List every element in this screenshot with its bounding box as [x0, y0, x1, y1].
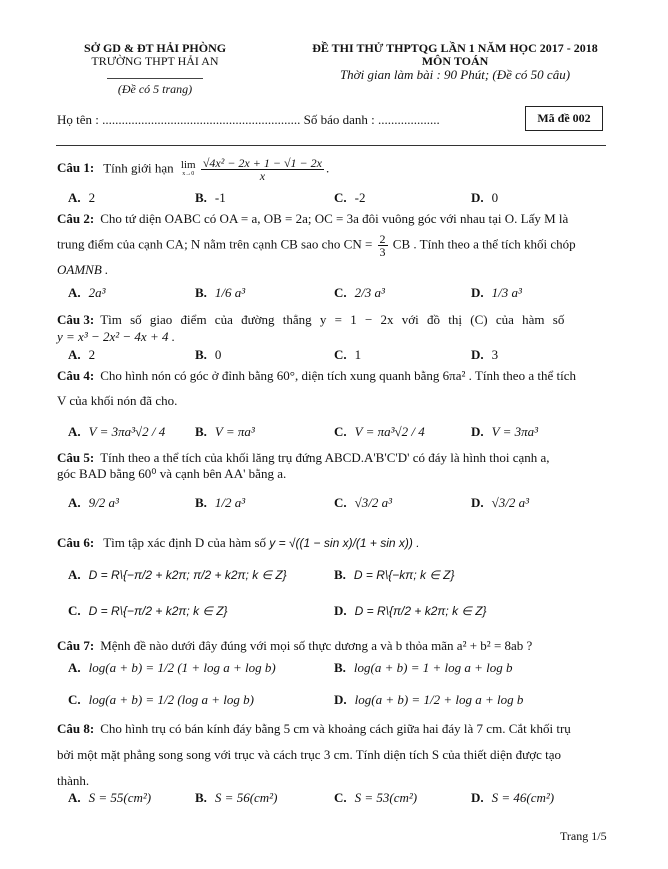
option-d[interactable] — [471, 495, 529, 511]
question-3 — [57, 311, 612, 345]
school-name: TRƯỜNG THPT HẢI AN — [91, 54, 219, 68]
department-name: SỞ GD & ĐT HẢI PHÒNG — [83, 41, 227, 55]
option-text: V = πa³√2 / 4 — [354, 424, 425, 439]
header-rule — [56, 145, 606, 146]
option-c[interactable] — [334, 495, 392, 511]
question-label: Câu 3: — [57, 312, 95, 327]
option-text: 1/3 a³ — [491, 285, 522, 300]
option-a[interactable] — [68, 285, 106, 301]
option-letter: C. — [334, 495, 347, 510]
question-text: Cho hình nón có góc ở đỉnh bằng 60°, diện tích xung quanh bằng 6πa² . Tính theo a thể tích — [100, 368, 576, 383]
option-letter: D. — [471, 285, 484, 300]
exam-time-note: Thời gian làm bài : 90 Phút; (Đề có 50 câu) — [339, 67, 571, 82]
option-letter: B. — [195, 424, 207, 439]
option-letter: D. — [471, 495, 484, 510]
option-text: 1/6 a³ — [214, 285, 246, 300]
limit-fraction — [201, 157, 324, 182]
option-b[interactable] — [195, 495, 245, 511]
option-text: 0 — [214, 347, 222, 362]
option-text: log(a + b) = 1/2 + log a + log b — [354, 692, 524, 707]
question-4 — [57, 363, 612, 413]
option-c[interactable] — [68, 692, 254, 708]
option-letter: A. — [68, 285, 81, 300]
option-text: 2 — [88, 347, 96, 362]
limit-operator — [180, 158, 196, 179]
option-letter: B. — [195, 347, 207, 362]
option-a[interactable] — [68, 190, 95, 206]
question-label: Câu 5: — [57, 450, 95, 465]
option-text: D = R\{−π/2 + k2π; π/2 + k2π; k ∈ Z} — [88, 568, 287, 582]
option-b[interactable] — [195, 190, 226, 206]
question-2-options — [68, 285, 608, 305]
question-5 — [57, 450, 612, 482]
option-d[interactable] — [471, 790, 554, 806]
option-text: log(a + b) = 1/2 (1 + log a + log b) — [88, 660, 276, 675]
option-letter: D. — [334, 692, 347, 707]
option-b[interactable] — [195, 424, 255, 440]
question-text: OAMNB . — [57, 262, 109, 277]
option-letter: C. — [334, 790, 347, 805]
option-text: D = R\{−kπ; k ∈ Z} — [353, 568, 455, 582]
option-d[interactable] — [471, 285, 522, 301]
option-c[interactable] — [334, 347, 361, 363]
option-letter: C. — [68, 692, 81, 707]
question-1-options — [68, 190, 608, 210]
option-text: D = R\{π/2 + k2π; k ∈ Z} — [354, 604, 487, 618]
question-label: Câu 1: — [57, 160, 95, 176]
page-count-note: (Đề có 5 trang) — [117, 82, 193, 96]
question-text: CB . Tính theo a thể tích khối chóp — [392, 236, 576, 252]
option-letter: D. — [471, 424, 484, 439]
exam-title: ĐỀ THI THỬ THPTQG LẦN 1 NĂM HỌC 2017 - 2018 — [312, 41, 598, 55]
option-text: -1 — [214, 190, 226, 205]
question-text: V của khối nón đã cho. — [57, 393, 178, 408]
lim-text: lim — [180, 158, 196, 171]
option-text: 1/2 a³ — [214, 495, 246, 510]
option-letter: C. — [334, 424, 347, 439]
question-label: Câu 7: — [57, 638, 95, 653]
option-a[interactable] — [68, 424, 165, 440]
question-text: Tính theo a thể tích của khối lăng trụ đứng ABCD.A'B'C'D' có đáy là hình thoi cạnh a, — [100, 450, 550, 465]
question-7-options-row2 — [68, 692, 608, 712]
option-text: D = R\{−π/2 + k2π; k ∈ Z} — [88, 604, 228, 618]
option-c[interactable] — [334, 285, 385, 301]
question-1: Câu 1: Tính giới hạn lim x→0 $\frac{\text{√4x² − 2x + 1 − √1 − 2x}}{x}$ . — [57, 156, 330, 183]
option-text: S = 55(cm²) — [88, 790, 152, 805]
option-text: S = 46(cm²) — [491, 790, 555, 805]
option-letter: C. — [334, 190, 347, 205]
option-d[interactable] — [334, 603, 487, 619]
question-label: Câu 2: — [57, 211, 95, 226]
option-letter: A. — [68, 190, 81, 205]
option-letter: D. — [471, 790, 484, 805]
option-letter: A. — [68, 660, 81, 675]
option-d[interactable] — [471, 347, 498, 363]
function-expression: y = √((1 − sin x)/(1 + sin x)) . — [269, 536, 420, 550]
question-6-options-row2 — [68, 603, 608, 623]
option-text: 1 — [354, 347, 362, 362]
option-text: 0 — [491, 190, 499, 205]
option-c[interactable] — [334, 424, 425, 440]
option-text: 2 — [88, 190, 96, 205]
name-field: Họ tên : ............................................................. — [57, 112, 301, 127]
question-2 — [57, 209, 612, 280]
question-6 — [57, 533, 612, 553]
fraction-numerator: √4x² − 2x + 1 − √1 − 2x — [202, 156, 322, 170]
question-6-options-row1 — [68, 567, 608, 587]
question-text: Cho hình trụ có bán kính đáy bằng 5 cm và khoảng cách giữa hai đáy là 7 cm. Cắt khối trụ — [100, 721, 571, 736]
option-text: 2/3 a³ — [354, 285, 385, 300]
question-7-options-row1 — [68, 660, 608, 680]
id-field: Số báo danh : ................... — [303, 112, 440, 127]
question-text: Tính giới hạn — [103, 160, 174, 176]
option-d[interactable] — [471, 190, 498, 206]
school-header — [60, 42, 250, 96]
option-b[interactable] — [195, 285, 245, 301]
lim-subscript: x→0 — [182, 170, 195, 177]
option-text: V = πa³ — [214, 424, 255, 439]
option-b[interactable] — [334, 567, 454, 583]
question-7 — [57, 636, 612, 656]
option-text: √3/2 a³ — [354, 495, 393, 510]
option-c[interactable] — [334, 190, 365, 206]
option-text: V = 3πa³√2 / 4 — [88, 424, 166, 439]
option-letter: B. — [334, 567, 346, 582]
header-divider — [107, 78, 203, 79]
option-letter: B. — [195, 495, 207, 510]
option-letter: D. — [334, 603, 347, 618]
question-label: Câu 6: — [57, 535, 95, 550]
exam-header — [290, 42, 620, 81]
question-label: Câu 8: — [57, 721, 95, 736]
option-b[interactable] — [334, 660, 513, 676]
option-text: 9/2 a³ — [88, 495, 119, 510]
question-label: Câu 4: — [57, 368, 95, 383]
option-d[interactable] — [471, 424, 538, 440]
option-text: 3 — [491, 347, 499, 362]
option-text: 2a³ — [88, 285, 106, 300]
option-c[interactable] — [334, 790, 417, 806]
option-letter: B. — [334, 660, 346, 675]
candidate-info — [57, 112, 440, 128]
option-letter: C. — [334, 285, 347, 300]
option-a[interactable] — [68, 790, 151, 806]
question-text: y = x³ − 2x² − 4x + 4 . — [57, 329, 175, 344]
option-a[interactable] — [68, 660, 276, 676]
question-8-options — [68, 790, 608, 810]
question-5-options — [68, 495, 608, 515]
option-a[interactable] — [68, 495, 119, 511]
question-4-options — [68, 424, 608, 444]
option-d[interactable] — [334, 692, 523, 708]
option-letter: B. — [195, 190, 207, 205]
fraction-two-thirds: $\frac{2}{3}$ — [379, 232, 386, 259]
exam-code-box: Mã đề 002 — [525, 106, 603, 131]
option-a[interactable] — [68, 567, 287, 583]
option-letter: C. — [334, 347, 347, 362]
option-text: S = 53(cm²) — [354, 790, 418, 805]
question-text: Cho tứ diện OABC có OA = a, OB = 2a; OC = 3a đôi vuông góc với nhau tại O. Lấy M là — [100, 211, 569, 226]
option-letter: A. — [68, 424, 81, 439]
option-letter: A. — [68, 495, 81, 510]
question-text: Tìm số giao điểm của đường thẳng y = 1 − 2x với đồ thị (C) của hàm số — [100, 312, 565, 327]
option-c[interactable] — [68, 603, 228, 619]
question-text: trung điểm của cạnh CA; N nằm trên cạnh CB sao cho CN = — [57, 236, 373, 252]
question-text: bởi một mặt phẳng song song với trục và cách trục 3 cm. Tính diện tích S của thiết diện được tạo — [57, 747, 561, 762]
option-text: √3/2 a³ — [491, 495, 530, 510]
option-text: -2 — [354, 190, 366, 205]
option-letter: C. — [68, 603, 81, 618]
option-b[interactable] — [195, 790, 277, 806]
option-letter: A. — [68, 567, 81, 582]
option-text: S = 56(cm²) — [214, 790, 278, 805]
option-b[interactable] — [195, 347, 221, 363]
option-text: log(a + b) = 1/2 (log a + log b) — [88, 692, 254, 707]
option-text: V = 3πa³ — [491, 424, 539, 439]
question-text: thành. — [57, 773, 90, 788]
option-letter: D. — [471, 347, 484, 362]
question-text: Mệnh đề nào dưới đây đúng với mọi số thực dương a và b thỏa mãn a² + b² = 8ab ? — [100, 638, 533, 653]
page-number: Trang 1/5 — [560, 829, 607, 843]
question-8 — [57, 716, 612, 794]
option-letter: D. — [471, 190, 484, 205]
option-letter: A. — [68, 347, 81, 362]
exam-subject: MÔN TOÁN — [421, 54, 489, 68]
option-a[interactable] — [68, 347, 95, 363]
question-text: Tìm tập xác định D của hàm số — [103, 535, 267, 550]
option-letter: B. — [195, 285, 207, 300]
fraction-denominator: x — [259, 169, 266, 183]
question-text: góc BAD bằng 60⁰ và cạnh bên AA' bằng a. — [57, 466, 287, 481]
option-letter: A. — [68, 790, 81, 805]
option-text: log(a + b) = 1 + log a + log b — [353, 660, 513, 675]
option-letter: B. — [195, 790, 207, 805]
